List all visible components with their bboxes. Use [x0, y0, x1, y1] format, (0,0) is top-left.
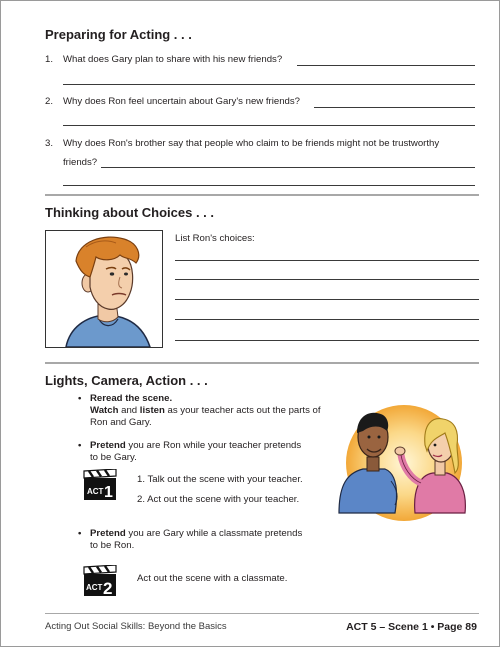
bullet-reread-line3: Ron and Gary.: [90, 417, 152, 428]
bullet-reread-listen: listen: [139, 405, 165, 416]
footer-book-title: Acting Out Social Skills: Beyond the Basics: [45, 621, 227, 632]
bullet-dot: •: [78, 440, 82, 451]
bullet-reread-rest: as your teacher acts out the parts of: [164, 405, 321, 416]
act2-label: ACT: [86, 583, 103, 592]
bullet-pretend-gary-line2: to be Ron.: [90, 540, 135, 551]
act1-step-2: 2. Act out the scene with your teacher.: [137, 494, 300, 505]
ron-illustration: [46, 231, 162, 347]
question-1-text: What does Gary plan to share with his new friends?: [63, 54, 283, 65]
ron-and-gary-illustration: [329, 393, 479, 523]
footer-divider: [45, 613, 479, 614]
question-3-text-continued: friends?: [63, 157, 98, 168]
answer-line[interactable]: [63, 84, 475, 85]
answer-line[interactable]: [101, 167, 475, 168]
act1-label: ACT: [87, 487, 104, 496]
act2-clapperboard-icon: [83, 565, 117, 597]
bullet-dot: •: [78, 393, 82, 404]
question-3-number: 3.: [45, 138, 54, 149]
choice-line[interactable]: [175, 319, 479, 320]
bullet-pretend-ron-bold: Pretend: [90, 440, 126, 451]
act2-number: 2: [103, 579, 113, 597]
bullet-reread-heading: Reread the scene.: [90, 393, 173, 404]
section-divider: [45, 362, 479, 364]
answer-line[interactable]: [314, 107, 475, 108]
question-3-text: Why does Ron's brother say that people who claim to be friends might not be trustworthy: [63, 138, 440, 149]
bullet-reread-watch: Watch: [90, 405, 119, 416]
section-title-choices: Thinking about Choices . . .: [45, 205, 215, 220]
bullet-reread-and: and: [118, 405, 140, 416]
footer-page-number: ACT 5 – Scene 1 • Page 89: [346, 621, 477, 633]
bullet-dot: •: [78, 528, 82, 539]
act1-number: 1: [104, 484, 113, 501]
act1-clapperboard-icon: [83, 469, 117, 501]
question-1-number: 1.: [45, 54, 54, 65]
question-2-number: 2.: [45, 96, 54, 107]
question-1: [45, 54, 282, 66]
bullet-reread: [78, 393, 350, 429]
choice-line[interactable]: [175, 299, 479, 300]
question-2-text: Why does Ron feel uncertain about Gary's new friends?: [63, 96, 301, 107]
bullet-pretend-ron: [78, 440, 350, 464]
bullet-pretend-gary-rest: you are Gary while a classmate pretends: [125, 528, 303, 539]
ron-portrait: [45, 230, 163, 348]
bullet-pretend-gary: [78, 528, 350, 552]
act2-step: Act out the scene with a classmate.: [137, 573, 288, 584]
question-3: [45, 138, 439, 150]
section-divider: [45, 194, 479, 196]
answer-line[interactable]: [63, 185, 475, 186]
choice-line[interactable]: [175, 260, 479, 261]
choices-prompt: List Ron's choices:: [175, 233, 255, 244]
bullet-pretend-ron-line2: to be Gary.: [90, 452, 137, 463]
act1-step-1: 1. Talk out the scene with your teacher.: [137, 474, 303, 485]
question-2: [45, 96, 300, 108]
answer-line[interactable]: [63, 125, 475, 126]
bullet-pretend-gary-bold: Pretend: [90, 528, 126, 539]
answer-line[interactable]: [297, 65, 475, 66]
section-title-action: Lights, Camera, Action . . .: [45, 373, 208, 388]
section-title-preparing: Preparing for Acting . . .: [45, 27, 192, 42]
bullet-pretend-ron-rest: you are Ron while your teacher pretends: [125, 440, 302, 451]
choice-line[interactable]: [175, 340, 479, 341]
choice-line[interactable]: [175, 279, 479, 280]
